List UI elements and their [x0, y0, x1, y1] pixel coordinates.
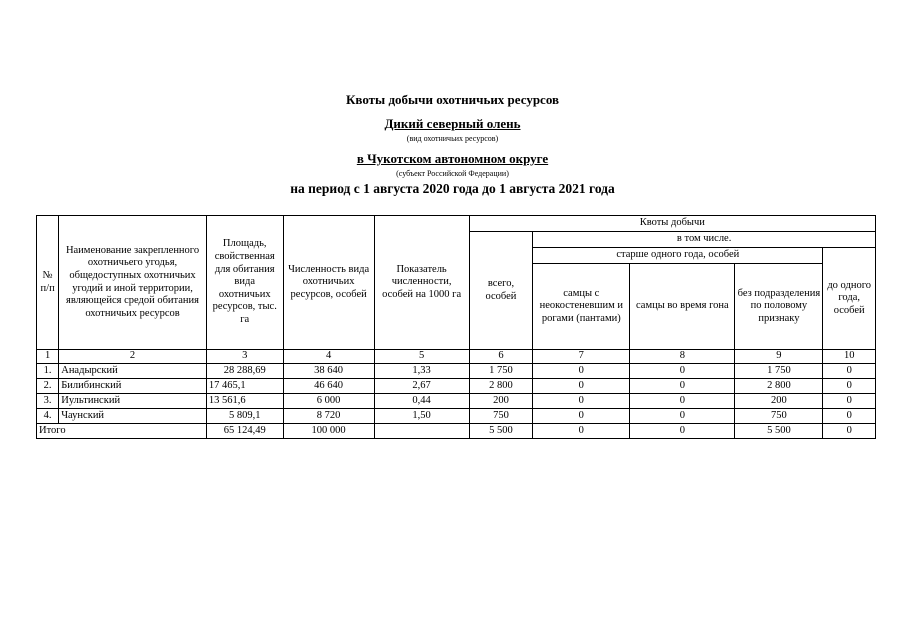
table-row: [37, 394, 876, 409]
row-population: 6 000: [283, 394, 374, 409]
table-row: [37, 379, 876, 394]
row-density: 0,44: [374, 394, 469, 409]
row-males-rut: 0: [630, 409, 735, 424]
column-number: 5: [374, 350, 469, 364]
row-no-sex: 2 800: [735, 379, 823, 394]
column-number: 7: [533, 350, 630, 364]
column-number: 8: [630, 350, 735, 364]
header-under-one: до одного года, особей: [823, 248, 876, 350]
header-males-rut: самцы во время гона: [630, 264, 735, 350]
column-number: 1: [37, 350, 59, 364]
row-total: 200: [469, 394, 533, 409]
total-row: [37, 424, 876, 439]
total-no-sex: 5 500: [735, 424, 823, 439]
row-area: 17 465,1: [206, 379, 283, 394]
row-num: 4.: [37, 409, 59, 424]
total-population: 100 000: [283, 424, 374, 439]
header-name: Наименование закрепленного охотничьего угодья, общедоступных охотничьих угодий и иной территории, являющейся средой обитания охотничьих ресурсов: [59, 216, 207, 350]
row-no-sex: 200: [735, 394, 823, 409]
total-males-non-ossified: 0: [533, 424, 630, 439]
species-caption: (вид охотничьих ресурсов): [406, 134, 499, 143]
total-under-one: 0: [823, 424, 876, 439]
row-area: 28 288,69: [206, 364, 283, 379]
row-area: 13 561,6: [206, 394, 283, 409]
total-density: [374, 424, 469, 439]
row-males-rut: 0: [630, 394, 735, 409]
total-males-rut: 0: [630, 424, 735, 439]
row-density: 1,50: [374, 409, 469, 424]
header-row-1: [37, 216, 876, 232]
total-label: Итого: [37, 424, 207, 439]
row-males-rut: 0: [630, 379, 735, 394]
row-population: 38 640: [283, 364, 374, 379]
header-males-non-ossified: самцы с неокостеневшим и рогами (пантами): [533, 264, 630, 350]
header-density: Показатель численности, особей на 1000 га: [374, 216, 469, 350]
header-num: № п/п: [37, 216, 59, 350]
total-total: 5 500: [469, 424, 533, 439]
row-population: 46 640: [283, 379, 374, 394]
row-under-one: 0: [823, 379, 876, 394]
species-name: Дикий северный олень: [384, 116, 521, 131]
column-number: 10: [823, 350, 876, 364]
row-males-non-ossified: 0: [533, 379, 630, 394]
region-caption: (субъект Российской Федерации): [396, 169, 509, 178]
row-males-non-ossified: 0: [533, 364, 630, 379]
row-area: 5 809,1: [206, 409, 283, 424]
header-population: Численность вида охотничьих ресурсов, особей: [283, 216, 374, 350]
row-males-non-ossified: 0: [533, 394, 630, 409]
header-older: старше одного года, особей: [533, 248, 823, 264]
row-total: 2 800: [469, 379, 533, 394]
row-under-one: 0: [823, 409, 876, 424]
row-under-one: 0: [823, 394, 876, 409]
quota-table: [36, 215, 876, 439]
period-title: на период с 1 августа 2020 года до 1 августа 2021 года: [290, 181, 615, 196]
column-number: 6: [469, 350, 533, 364]
row-name: Анадырский: [59, 364, 207, 379]
header-quotas: Квоты добычи: [469, 216, 875, 232]
row-total: 1 750: [469, 364, 533, 379]
column-number: 4: [283, 350, 374, 364]
row-males-rut: 0: [630, 364, 735, 379]
column-number: 9: [735, 350, 823, 364]
row-no-sex: 750: [735, 409, 823, 424]
header-no-sex: без подразделения по половому признаку: [735, 264, 823, 350]
row-num: 2.: [37, 379, 59, 394]
row-name: Билибинский: [59, 379, 207, 394]
row-num: 3.: [37, 394, 59, 409]
row-under-one: 0: [823, 364, 876, 379]
row-no-sex: 1 750: [735, 364, 823, 379]
total-area: 65 124,49: [206, 424, 283, 439]
header-including: в том числе.: [533, 232, 876, 248]
header-total: всего, особей: [469, 232, 533, 350]
row-name: Чаунский: [59, 409, 207, 424]
row-total: 750: [469, 409, 533, 424]
column-number: 2: [59, 350, 207, 364]
row-males-non-ossified: 0: [533, 409, 630, 424]
table-row: [37, 409, 876, 424]
table-row: [37, 364, 876, 379]
region-name: в Чукотском автономном округе: [356, 151, 549, 166]
row-name: Иультинский: [59, 394, 207, 409]
row-density: 1,33: [374, 364, 469, 379]
column-number-row: [37, 350, 876, 364]
row-num: 1.: [37, 364, 59, 379]
row-density: 2,67: [374, 379, 469, 394]
header-area: Площадь, свойственная для обитания вида охотничьих ресурсов, тыс. га: [206, 216, 283, 350]
document-title: Квоты добычи охотничьих ресурсов: [345, 92, 560, 107]
row-population: 8 720: [283, 409, 374, 424]
column-number: 3: [206, 350, 283, 364]
